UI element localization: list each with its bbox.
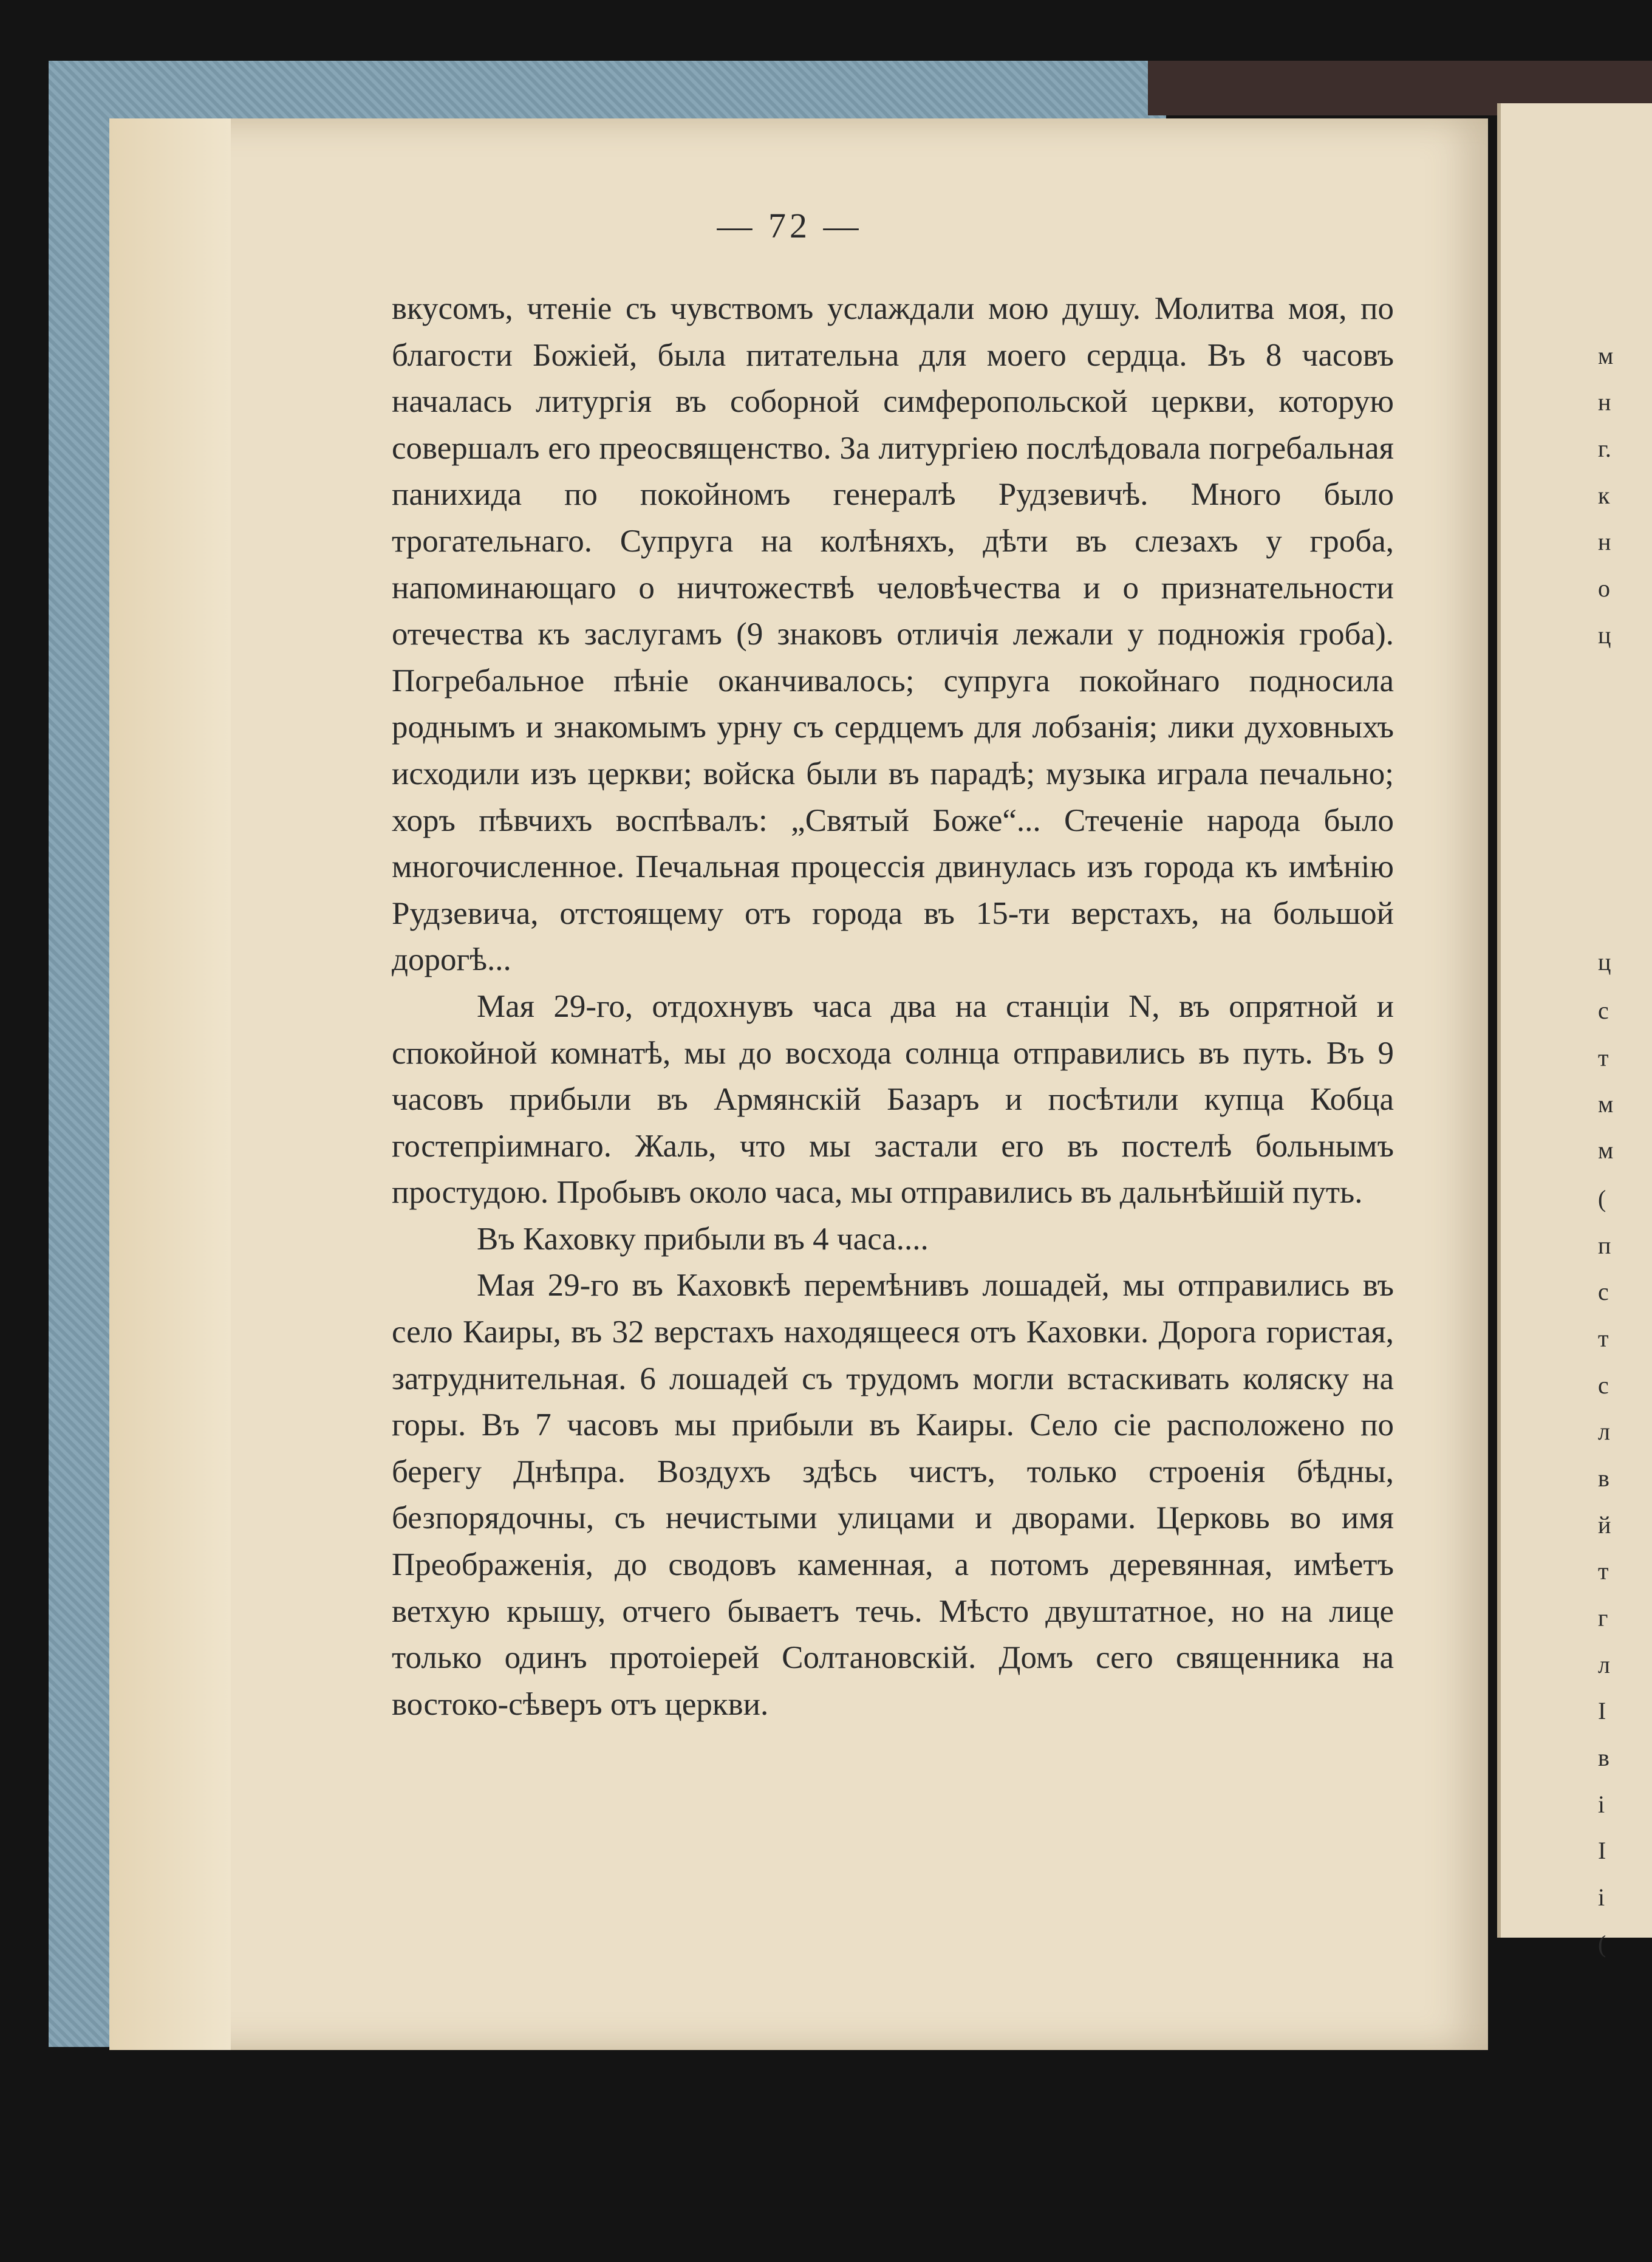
next-page-fragment: м — [1598, 1090, 1614, 1118]
next-page-fragment: і — [1598, 1884, 1605, 1911]
next-page-fragment: л — [1598, 1418, 1610, 1445]
paragraph: Мая 29-го въ Каховкѣ перемѣнивъ лошадей, мы отправились въ село Каиры, въ 32 верстахъ находящееся отъ Каховки. Дорога гористая, затруднительная. 6 лошадей съ трудомъ могли встаскивать коляску на горы. Въ 7 часовъ мы прибыли въ Каиры. Село сіе расположено по берегу Днѣпра. Воздухъ здѣсь чистъ, только строенія бѣдны, безпорядочны, съ нечистыми улицами и дворами. Церковь во имя Преображенія, до сводовъ каменная, а потомъ деревянная, имѣетъ ветхую крышу, отчего бываетъ течь. Мѣсто двуштатное, но на лице только одинъ протоіерей Солтановскій. Домъ сего священника на востоко-сѣверъ отъ церкви. — [392, 1268, 1394, 1722]
next-page-fragment: ц — [1598, 948, 1611, 976]
next-page-fragment: ( — [1598, 1930, 1606, 1958]
next-page-fragment: ц — [1598, 621, 1611, 649]
next-page-fragment: й — [1598, 1511, 1611, 1539]
next-page-fragment: г — [1598, 1604, 1608, 1632]
next-page-fragment: н — [1598, 528, 1611, 555]
next-page-fragment: с — [1598, 1372, 1609, 1399]
next-page-fragment: л — [1598, 1651, 1610, 1678]
next-page-edge — [1497, 103, 1652, 1958]
next-page-fragment: в — [1598, 1744, 1609, 1771]
next-page-fragment: п — [1598, 1232, 1611, 1259]
page-number: — 72 — — [717, 206, 862, 245]
next-page-fragment: о — [1598, 575, 1610, 602]
next-page-fragment: т — [1598, 1325, 1609, 1352]
next-page-fragment: с — [1598, 997, 1609, 1024]
paragraph: вкусомъ, чтеніе съ чувствомъ услаждали мою душу. Молитва моя, по благости Божіей, была питательна для моего сердца. Въ 8 часовъ началась литургія въ соборной симферопольской церкви, которую совершалъ его преосвященство. За литургіею послѣдовала погребальная панихида по покойномъ генералѣ Рудзевичѣ. Много было трогательнаго. Супруга на колѣняхъ, дѣти въ слезахъ у гроба, напоминающаго о ничтожествѣ человѣчества и о признательности отечества къ заслугамъ (9 знаковъ отличія лежали у подножія гроба). Погребальное пѣніе оканчивалось; супруга покойнаго подносила роднымъ и знакомымъ урну съ сердцемъ для лобзанія; лики духовныхъ исходили изъ церкви; войска были въ парадѣ; музыка играла печально; хоръ пѣвчихъ воспѣвалъ: „Святый Боже“... Стеченіе народа было многочисленное. Печальная процессія двинулась изъ города къ имѣнію Рудзевича, отстоящему отъ города въ 15-ти верстахъ, на большой дорогѣ... — [392, 291, 1394, 978]
next-page-fragment: в — [1598, 1464, 1609, 1492]
paragraph: Въ Каховку прибыли въ 4 часа.... — [477, 1221, 929, 1257]
next-page-fragment: к — [1598, 482, 1610, 509]
paragraph: Мая 29-го, отдохнувъ часа два на станціи N, въ опрятной и спокойной комнатѣ, мы до восхода солнца отправились въ путь. Въ 9 часовъ прибыли въ Армянскій Базаръ и посѣтили купца Кобца гостепріимнаго. Жаль, что мы застали его въ постелѣ больнымъ простудою. Пробывъ около часа, мы отправились въ дальнѣйшій путь. — [392, 988, 1394, 1211]
next-page-fragment: н — [1598, 388, 1611, 415]
page-body-text — [392, 285, 1394, 1727]
page-edge-stack — [109, 118, 231, 2050]
next-page-fragment: г. — [1598, 435, 1611, 462]
next-page-fragment: м — [1598, 1136, 1614, 1164]
next-page-fragment: м — [1598, 342, 1614, 369]
next-page-fragment: І — [1598, 1837, 1606, 1864]
next-page-fragment: с — [1598, 1278, 1609, 1305]
next-page-fragment: ( — [1598, 1185, 1606, 1212]
next-page-fragment: т — [1598, 1044, 1609, 1071]
next-page-fragment: т — [1598, 1557, 1609, 1585]
next-page-fragment: І — [1598, 1697, 1606, 1724]
next-page-fragment: і — [1598, 1791, 1605, 1818]
